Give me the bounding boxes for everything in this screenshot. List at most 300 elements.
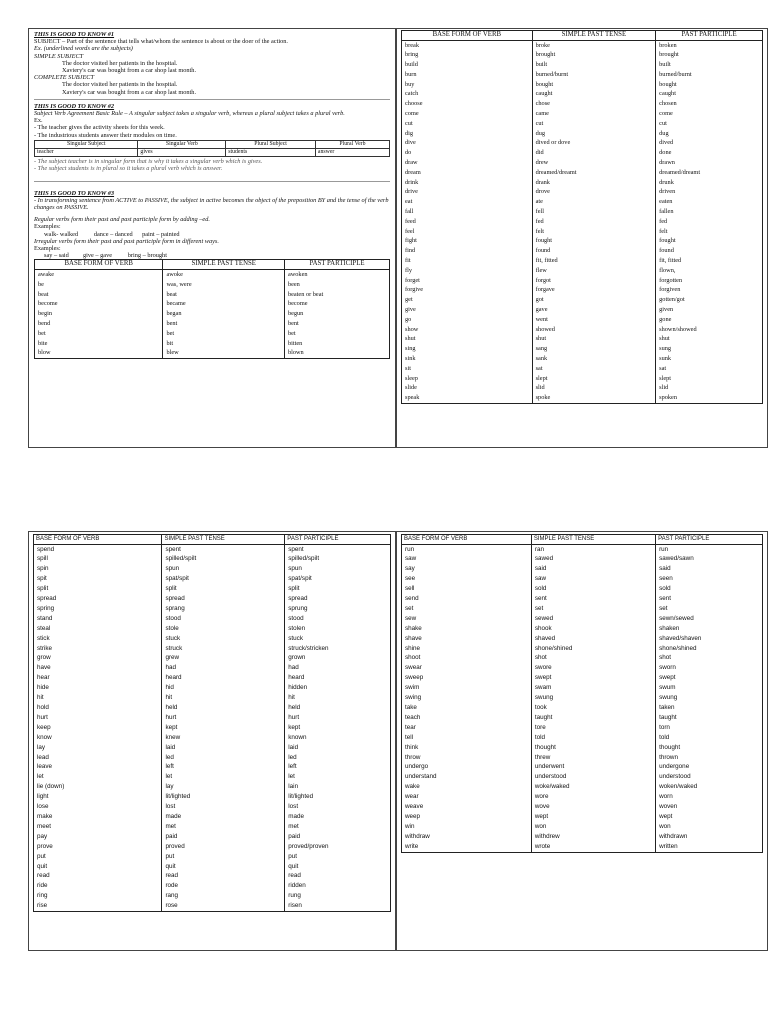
past-tense-cell: rode [162, 881, 285, 891]
table-row [34, 703, 391, 713]
past-tense-cell: burned/burnt [532, 70, 656, 80]
past-participle-cell: had [285, 663, 391, 673]
table-row [34, 594, 391, 604]
base-form-cell: bet [35, 329, 163, 339]
past-participle-cell: stuck [285, 634, 391, 644]
base-form-cell: read [34, 871, 162, 881]
past-participle-cell: hidden [285, 683, 391, 693]
base-form-cell: weep [402, 812, 532, 822]
past-tense-cell: sang [532, 344, 656, 354]
past-participle-cell: found [656, 246, 763, 256]
past-participle-cell: won [656, 822, 763, 832]
past-participle-cell: cut [656, 119, 763, 129]
base-form-cell: get [402, 295, 533, 305]
past-participle-cell: lit/lighted [285, 792, 391, 802]
past-participle-cell: built [656, 60, 763, 70]
table-row [34, 663, 391, 673]
base-form-cell: cut [402, 119, 533, 129]
past-participle-cell: taken [656, 703, 763, 713]
base-form-cell: win [402, 822, 532, 832]
past-participle-cell: set [656, 604, 763, 614]
table-row [34, 891, 391, 901]
table-row [402, 663, 763, 673]
base-form-cell: become [35, 299, 163, 309]
base-form-cell: drink [402, 178, 533, 188]
table-row [35, 269, 390, 279]
table-row [34, 733, 391, 743]
past-participle-cell: heard [285, 673, 391, 683]
table-row [402, 276, 763, 286]
past-tense-cell: caught [532, 89, 656, 99]
past-participle-cell: shot [656, 653, 763, 663]
past-tense-cell: proved [162, 842, 285, 852]
past-tense-cell: woke/waked [531, 782, 655, 792]
table-row [402, 723, 763, 733]
table-row [402, 344, 763, 354]
past-participle-cell: swum [656, 683, 763, 693]
past-tense-cell: lit/lighted [162, 792, 285, 802]
past-participle-cell: met [285, 822, 391, 832]
verb-table-panel [396, 28, 768, 448]
table-row [402, 584, 763, 594]
table-row [402, 564, 763, 574]
past-tense-cell: ran [531, 544, 655, 554]
table-row [34, 743, 391, 753]
note2-ex-label: Ex. [34, 117, 43, 125]
table-row [402, 89, 763, 99]
past-participle-cell: thought [656, 743, 763, 753]
past-participle-cell: given [656, 305, 763, 315]
table-row [35, 299, 390, 309]
past-participle-cell: taught [656, 713, 763, 723]
base-form-cell: sleep [402, 374, 533, 384]
past-tense-cell: hurt [162, 713, 285, 723]
base-form-cell: tear [402, 723, 532, 733]
table-row [34, 852, 391, 862]
past-tense-cell: cut [532, 119, 656, 129]
past-tense-cell: grew [162, 653, 285, 663]
base-form-cell: find [402, 246, 533, 256]
base-form-cell: lead [34, 753, 162, 763]
base-form-cell: run [402, 544, 532, 554]
table-row [402, 207, 763, 217]
table-row [34, 673, 391, 683]
base-form-cell: build [402, 60, 533, 70]
past-participle-cell: dived [656, 138, 763, 148]
column-header-participle: PAST PARTICIPLE [656, 31, 763, 41]
table-row [34, 862, 391, 872]
table-row [402, 295, 763, 305]
past-tense-cell: read [162, 871, 285, 881]
table-row [34, 762, 391, 772]
column-header-past: SIMPLE PAST TENSE [162, 535, 285, 545]
past-participle-cell: ridden [285, 881, 391, 891]
table-row [402, 653, 763, 663]
past-tense-cell: heard [162, 673, 285, 683]
table-row [402, 743, 763, 753]
base-form-cell: draw [402, 158, 533, 168]
column-header-past: SIMPLE PAST TENSE [532, 31, 656, 41]
active-passive-rule: - In transforming sentence from ACTIVE to PASSIVE, the subject in active becomes the object of the preposition BY and the tense of the verb changes on PASSIVE. [34, 196, 389, 212]
table-row [402, 129, 763, 139]
base-form-cell: fit [402, 256, 533, 266]
subject-verb-table [34, 140, 390, 157]
past-tense-cell: slid [532, 383, 656, 393]
past-tense-cell: took [531, 703, 655, 713]
past-tense-cell: flew [532, 266, 656, 276]
past-tense-cell: won [531, 822, 655, 832]
base-form-cell: withdraw [402, 832, 532, 842]
table-row [402, 246, 763, 256]
past-tense-cell: swam [531, 683, 655, 693]
table-row [402, 802, 763, 812]
past-tense-cell: lost [162, 802, 285, 812]
past-tense-cell: bent [163, 319, 285, 329]
past-participle-cell: dreamed/dreamt [656, 168, 763, 178]
table-row [402, 70, 763, 80]
past-participle-cell: sprung [285, 604, 391, 614]
past-tense-cell: ate [532, 197, 656, 207]
base-form-cell: choose [402, 99, 533, 109]
past-tense-cell: was, were [163, 280, 285, 290]
table-header-row [35, 140, 390, 148]
table-row [402, 364, 763, 374]
complete-example-2: Xaviery's car was bought from a car shop last month. [62, 88, 197, 96]
sv-cell: answer [315, 149, 389, 157]
base-form-cell: throw [402, 753, 532, 763]
base-form-cell: hide [34, 683, 162, 693]
past-tense-cell: swept [531, 673, 655, 683]
past-participle-cell: swept [656, 673, 763, 683]
base-form-cell: saw [402, 554, 532, 564]
past-tense-cell: sold [531, 584, 655, 594]
base-form-cell: begin [35, 309, 163, 319]
base-form-cell: forget [402, 276, 533, 286]
past-participle-cell: hit [285, 693, 391, 703]
table-row [402, 148, 763, 158]
table-row [402, 832, 763, 842]
past-participle-cell: blown [284, 348, 389, 358]
table-row [402, 644, 763, 654]
past-participle-cell: spilled/spilt [285, 554, 391, 564]
past-tense-cell: laid [162, 743, 285, 753]
past-participle-cell: caught [656, 89, 763, 99]
past-participle-cell: fallen [656, 207, 763, 217]
base-form-cell: shave [402, 634, 532, 644]
past-tense-cell: felt [532, 227, 656, 237]
table-row [34, 544, 391, 554]
sv-cell: teacher [35, 149, 138, 157]
past-tense-cell: did [532, 148, 656, 158]
table-row [402, 393, 763, 403]
divider [34, 99, 390, 100]
past-tense-cell: rang [162, 891, 285, 901]
complete-example-1: The doctor visited her patients in the hospital. [62, 81, 178, 89]
base-form-cell: sew [402, 614, 532, 624]
past-tense-cell: wept [531, 812, 655, 822]
base-form-cell: weave [402, 802, 532, 812]
past-participle-cell: lost [285, 802, 391, 812]
simple-example-1: The doctor visited her patients in the hospital. [62, 59, 178, 67]
sv-header: Singular Verb [138, 140, 226, 148]
past-participle-cell: stolen [285, 624, 391, 634]
table-row [402, 842, 763, 852]
base-form-cell: speak [402, 393, 533, 403]
note3-heading: THIS IS GOOD TO KNOW #3 [34, 189, 115, 197]
note1-example-note: Ex. (underlined words are the subjects) [34, 45, 133, 53]
base-form-cell: spend [34, 544, 162, 554]
table-row [402, 256, 763, 266]
past-participle-cell: sewn/sewed [656, 614, 763, 624]
base-form-cell: leave [34, 762, 162, 772]
table-row [34, 683, 391, 693]
table-row [34, 564, 391, 574]
base-form-cell: be [35, 280, 163, 290]
base-form-cell: awake [35, 269, 163, 279]
base-form-cell: sink [402, 354, 533, 364]
table-row [402, 305, 763, 315]
past-participle-cell: split [285, 584, 391, 594]
base-form-cell: spin [34, 564, 162, 574]
past-participle-cell: run [656, 544, 763, 554]
base-form-cell: lay [34, 743, 162, 753]
base-form-cell: wake [402, 782, 532, 792]
regular-examples: walk- walked dance – danced paint – painted [44, 230, 180, 238]
past-tense-cell: let [162, 772, 285, 782]
past-participle-cell: held [285, 703, 391, 713]
base-form-cell: bite [35, 339, 163, 349]
past-tense-cell: set [531, 604, 655, 614]
past-tense-cell: found [532, 246, 656, 256]
divider [34, 181, 390, 182]
table-row [34, 881, 391, 891]
past-participle-cell: said [656, 564, 763, 574]
base-form-cell: rise [34, 901, 162, 911]
base-form-cell: fight [402, 236, 533, 246]
table-header-row [402, 31, 763, 41]
base-form-cell: stand [34, 614, 162, 624]
table-row [34, 713, 391, 723]
past-tense-cell: spoke [532, 393, 656, 403]
table-row [402, 80, 763, 90]
base-form-cell: let [34, 772, 162, 782]
past-participle-cell: written [656, 842, 763, 852]
base-form-cell: shake [402, 624, 532, 634]
past-tense-cell: dug [532, 129, 656, 139]
table-row [35, 329, 390, 339]
past-participle-cell: eaten [656, 197, 763, 207]
past-tense-cell: had [162, 663, 285, 673]
base-form-cell: sweep [402, 673, 532, 683]
table-row [402, 217, 763, 227]
base-form-cell: feel [402, 227, 533, 237]
base-form-cell: lie (down) [34, 782, 162, 792]
base-form-cell: spit [34, 574, 162, 584]
table-row [35, 339, 390, 349]
table-row [402, 334, 763, 344]
past-participle-cell: felt [656, 227, 763, 237]
examples-label: Examples: [34, 223, 61, 231]
column-header-participle: PAST PARTICIPLE [284, 260, 389, 270]
past-participle-cell: proved/proven [285, 842, 391, 852]
past-participle-cell: woven [656, 802, 763, 812]
past-tense-cell: brought [532, 50, 656, 60]
past-participle-cell: understood [656, 772, 763, 782]
past-participle-cell: spoken [656, 393, 763, 403]
past-participle-cell: sat [656, 364, 763, 374]
past-tense-cell: spent [162, 544, 285, 554]
past-tense-cell: met [162, 822, 285, 832]
past-tense-cell: blew [163, 348, 285, 358]
table-row [34, 554, 391, 564]
table-row [35, 280, 390, 290]
base-form-cell: hit [34, 693, 162, 703]
base-form-cell: make [34, 812, 162, 822]
past-participle-cell: swung [656, 693, 763, 703]
table-row [402, 374, 763, 384]
past-participle-cell: withdrawn [656, 832, 763, 842]
irregular-examples: say – said give – gave bring – brought [44, 252, 167, 260]
base-form-cell: bend [35, 319, 163, 329]
table-row [402, 693, 763, 703]
table-row [402, 544, 763, 554]
past-participle-cell: begun [284, 309, 389, 319]
column-header-base: BASE FORM OF VERB [402, 31, 533, 41]
past-tense-cell: fed [532, 217, 656, 227]
sv-header: Plural Verb [315, 140, 389, 148]
past-participle-cell: bought [656, 80, 763, 90]
past-tense-cell: made [162, 812, 285, 822]
table-row [34, 772, 391, 782]
base-form-cell: stick [34, 634, 162, 644]
note1-heading: THIS IS GOOD TO KNOW #1 [34, 31, 115, 38]
table-row [35, 290, 390, 300]
table-row [402, 354, 763, 364]
base-form-cell: ride [34, 881, 162, 891]
past-participle-cell: seen [656, 574, 763, 584]
table-header-row [35, 260, 390, 270]
note2-explanation-1: - The subject teacher is in singular form that is why it takes a singular verb which is gives. [34, 158, 263, 166]
past-tense-cell: left [162, 762, 285, 772]
past-tense-cell: led [162, 753, 285, 763]
past-participle-cell: stood [285, 614, 391, 624]
verb-table-panel [28, 531, 396, 951]
base-form-cell: prove [34, 842, 162, 852]
base-form-cell: beat [35, 290, 163, 300]
table-row [34, 832, 391, 842]
base-form-cell: teach [402, 713, 532, 723]
past-participle-cell: sawed/sawn [656, 554, 763, 564]
past-participle-cell: drawn [656, 158, 763, 168]
past-participle-cell: undergone [656, 762, 763, 772]
table-row [402, 109, 763, 119]
table-row [402, 50, 763, 60]
past-tense-cell: swore [531, 663, 655, 673]
base-form-cell: send [402, 594, 532, 604]
past-tense-cell: went [532, 315, 656, 325]
table-row [402, 99, 763, 109]
past-tense-cell: struck [162, 644, 285, 654]
base-form-cell: grow [34, 653, 162, 663]
past-tense-cell: fought [532, 236, 656, 246]
past-participle-cell: sunk [656, 354, 763, 364]
past-participle-cell: lain [285, 782, 391, 792]
base-form-cell: tell [402, 733, 532, 743]
past-participle-cell: paid [285, 832, 391, 842]
table-row [34, 871, 391, 881]
past-participle-cell: sworn [656, 663, 763, 673]
table-row [402, 594, 763, 604]
past-tense-cell: rose [162, 901, 285, 911]
past-tense-cell: quit [162, 862, 285, 872]
base-form-cell: understand [402, 772, 532, 782]
past-tense-cell: shaved [531, 634, 655, 644]
base-form-cell: lose [34, 802, 162, 812]
table-row [402, 683, 763, 693]
past-tense-cell: thought [531, 743, 655, 753]
past-participle-cell: shaved/shaven [656, 634, 763, 644]
past-participle-cell: bitten [284, 339, 389, 349]
past-tense-cell: knew [162, 733, 285, 743]
past-participle-cell: spread [285, 594, 391, 604]
sv-cell: gives [138, 149, 226, 157]
past-participle-cell: come [656, 109, 763, 119]
past-participle-cell: sung [656, 344, 763, 354]
past-participle-cell: driven [656, 187, 763, 197]
past-participle-cell: sold [656, 584, 763, 594]
base-form-cell: swim [402, 683, 532, 693]
base-form-cell: meet [34, 822, 162, 832]
past-participle-cell: laid [285, 743, 391, 753]
past-tense-cell: shone/shined [531, 644, 655, 654]
table-row [402, 383, 763, 393]
past-tense-cell: chose [532, 99, 656, 109]
note2-heading: THIS IS GOOD TO KNOW #2 [34, 102, 115, 110]
table-row [402, 315, 763, 325]
past-tense-cell: forgave [532, 285, 656, 295]
table-row [402, 178, 763, 188]
base-form-cell: put [34, 852, 162, 862]
table-row [402, 713, 763, 723]
past-tense-cell: drew [532, 158, 656, 168]
table-row [402, 624, 763, 634]
past-tense-cell: spread [162, 594, 285, 604]
past-participle-cell: read [285, 871, 391, 881]
past-participle-cell: fought [656, 236, 763, 246]
past-tense-cell: hid [162, 683, 285, 693]
note2-explanation-2: - The subject students is in plural so it takes a plural verb which is answer. [34, 165, 223, 173]
table-row [34, 614, 391, 624]
past-participle-cell: forgiven [656, 285, 763, 295]
base-form-cell: dig [402, 129, 533, 139]
table-row [402, 40, 763, 50]
base-form-cell: take [402, 703, 532, 713]
base-form-cell: spill [34, 554, 162, 564]
base-form-cell: catch [402, 89, 533, 99]
table-row [402, 197, 763, 207]
past-tense-cell: said [531, 564, 655, 574]
base-form-cell: light [34, 792, 162, 802]
base-form-cell: sell [402, 584, 532, 594]
past-participle-cell: slid [656, 383, 763, 393]
column-header-base: BASE FORM OF VERB [402, 535, 532, 545]
base-form-cell: sing [402, 344, 533, 354]
past-tense-cell: sawed [531, 554, 655, 564]
past-participle-cell: put [285, 852, 391, 862]
past-tense-cell: built [532, 60, 656, 70]
table-row [402, 60, 763, 70]
past-tense-cell: sat [532, 364, 656, 374]
